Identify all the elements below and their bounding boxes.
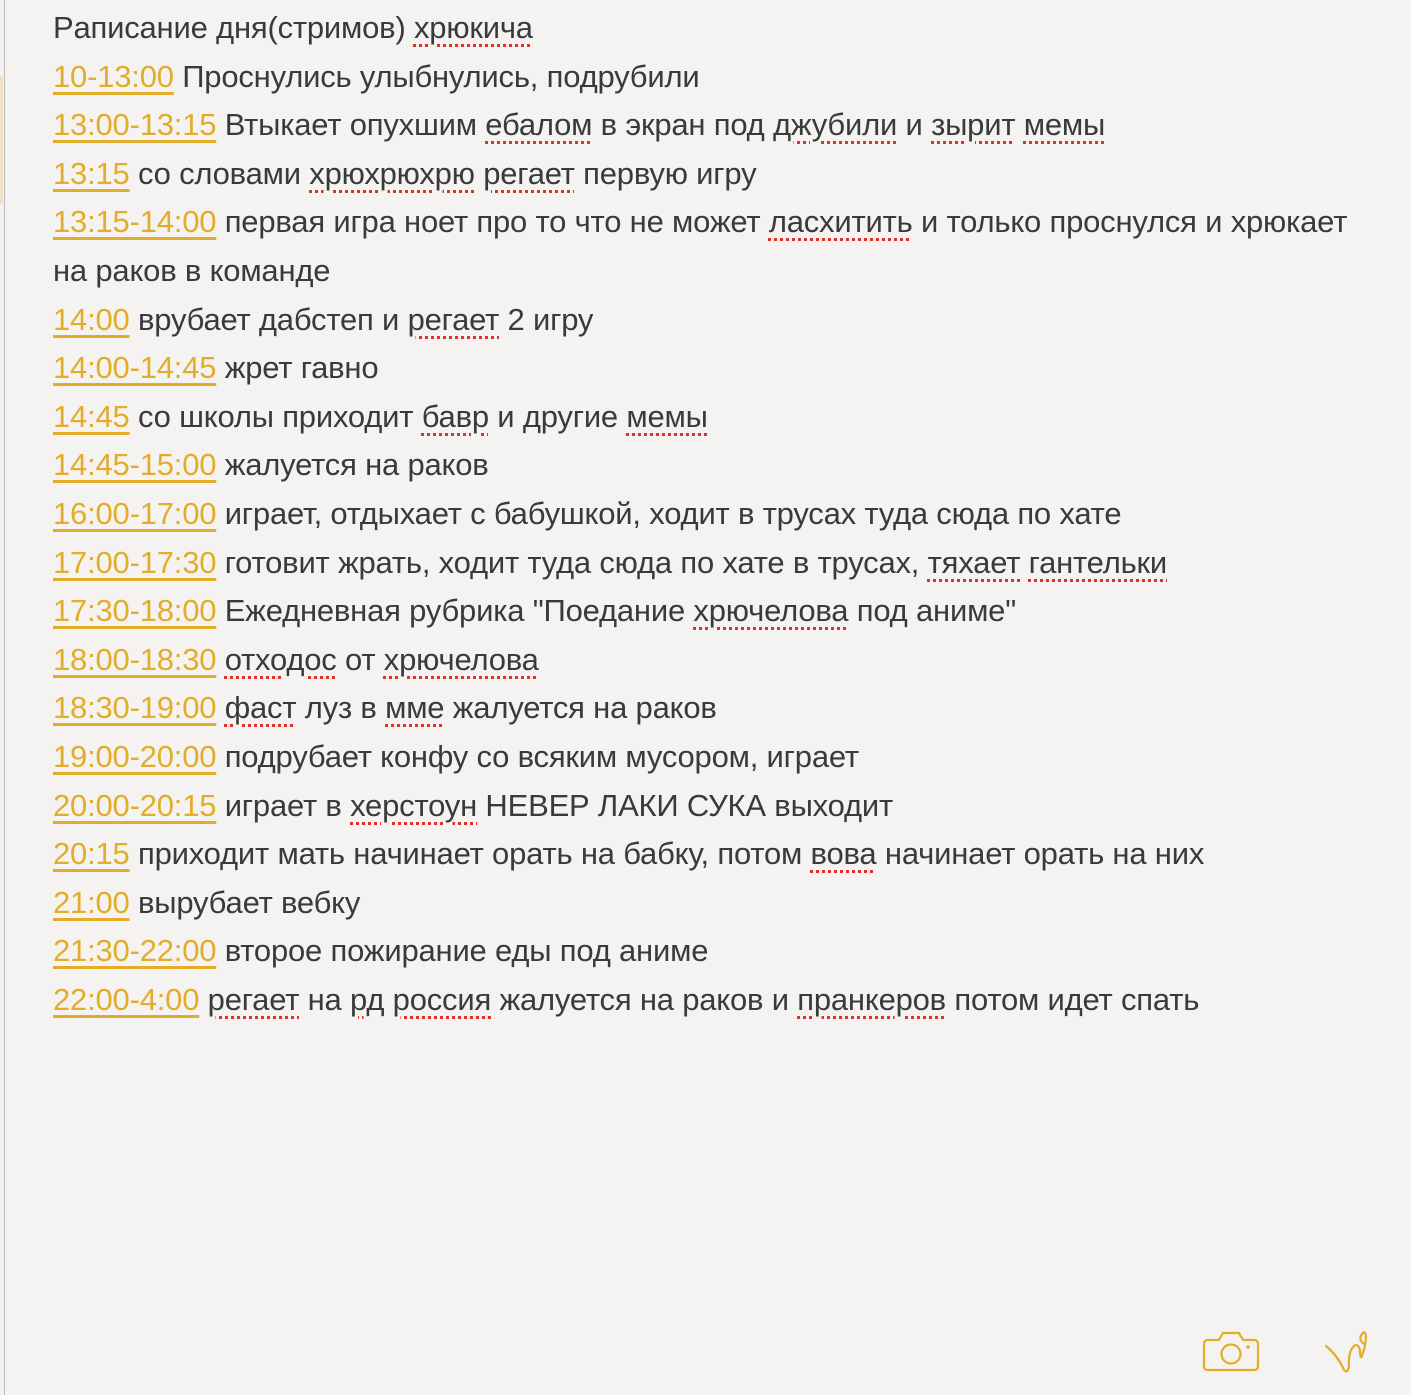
entry-text: начинает орать на них: [876, 836, 1205, 872]
time-link[interactable]: 18:00-18:30: [53, 641, 217, 677]
schedule-entries: [53, 53, 1361, 1025]
schedule-entry: [53, 393, 1361, 442]
misspelled-word[interactable]: регает: [483, 155, 575, 191]
note-body[interactable]: [53, 4, 1361, 1024]
entry-text: Рaписание дня(стримов): [53, 10, 414, 45]
time-link[interactable]: 14:00-14:45: [53, 350, 217, 386]
misspelled-word[interactable]: регает: [207, 981, 300, 1017]
schedule-entry: [53, 927, 1361, 976]
misspelled-word[interactable]: регает: [407, 301, 500, 337]
misspelled-word[interactable]: хрючелова: [383, 641, 539, 677]
misspelled-word[interactable]: бавр: [421, 398, 489, 434]
schedule-entry: [53, 976, 1361, 1025]
schedule-entry: [53, 441, 1361, 490]
misspelled-word[interactable]: джубили: [773, 107, 898, 143]
entry-text: в экран под: [592, 107, 773, 143]
entry-text: со школы приходит: [129, 398, 422, 434]
schedule-entry: [53, 53, 1361, 102]
entry-text: первая игра ноет про то что не может: [216, 204, 769, 240]
time-link[interactable]: 16:00-17:00: [53, 495, 217, 531]
misspelled-word[interactable]: мме: [385, 690, 445, 726]
misspelled-word[interactable]: хрюкича: [413, 10, 533, 45]
time-link[interactable]: 20:00-20:15: [53, 787, 217, 823]
schedule-entry: [53, 636, 1361, 685]
misspelled-word[interactable]: хрюхрюхрю: [309, 155, 475, 191]
entry-text: жалуется на раков и: [491, 981, 798, 1017]
entry-text: [199, 982, 207, 1017]
entry-text: и: [897, 107, 932, 143]
schedule-entry: [53, 296, 1361, 345]
misspelled-word[interactable]: пранкеров: [797, 981, 946, 1017]
entry-text: играет в: [216, 787, 351, 823]
time-link[interactable]: 19:00-20:00: [53, 738, 217, 774]
misspelled-word[interactable]: херстоун: [350, 787, 478, 823]
misspelled-word[interactable]: рд: [350, 981, 385, 1017]
schedule-entry: [53, 782, 1361, 831]
entry-text: жрет гавно: [216, 350, 379, 386]
schedule-entry: [53, 539, 1361, 588]
entry-text: [216, 690, 224, 725]
time-link[interactable]: 14:00: [53, 301, 130, 337]
left-accent-strip: [0, 76, 3, 204]
time-link[interactable]: 20:15: [53, 836, 130, 872]
entry-text: потом идет спать: [945, 981, 1200, 1017]
left-window-edge: [0, 0, 5, 1395]
entry-text: вырубает вебку: [129, 884, 361, 920]
entry-text: [384, 982, 392, 1017]
entry-text: жалуется на раков: [216, 447, 489, 483]
entry-text: на: [299, 981, 351, 1017]
entry-text: жалуется на раков: [444, 690, 717, 726]
entry-text: и другие: [488, 398, 627, 434]
time-link[interactable]: 17:00-17:30: [53, 544, 217, 580]
entry-text: от: [336, 641, 384, 677]
camera-button[interactable]: [1199, 1322, 1263, 1378]
misspelled-word[interactable]: вова: [810, 836, 877, 872]
schedule-entry: [53, 733, 1361, 782]
entry-text: второе пожирание еды под аниме: [216, 933, 709, 969]
misspelled-word[interactable]: ласхитить: [768, 204, 913, 240]
time-link[interactable]: 14:45: [53, 398, 130, 434]
entry-text: и только проснулся и хрюкает на раков в команде: [53, 204, 1348, 288]
entry-text: играет, отдыхает с бабушкой, ходит в трусах туда сюда по хате: [216, 495, 1122, 531]
time-link[interactable]: 17:30-18:00: [53, 593, 217, 629]
misspelled-word[interactable]: тяхает: [927, 544, 1021, 580]
note-title: [53, 4, 1361, 53]
entry-text: первую игру: [574, 155, 757, 191]
schedule-entry: [53, 490, 1361, 539]
schedule-entry: [53, 344, 1361, 393]
entry-text: готовит жрать, ходит туда сюда по хате в трусах,: [216, 544, 928, 580]
schedule-entry: [53, 587, 1361, 636]
schedule-entry: [53, 879, 1361, 928]
time-link[interactable]: 13:15: [53, 155, 130, 191]
entry-text: под аниме": [848, 593, 1017, 629]
schedule-entry: [53, 150, 1361, 199]
misspelled-word[interactable]: гантельки: [1028, 544, 1168, 580]
misspelled-word[interactable]: фаст: [224, 690, 297, 726]
time-link[interactable]: 21:00: [53, 884, 130, 920]
schedule-entry: [53, 198, 1361, 295]
time-link[interactable]: 21:30-22:00: [53, 933, 217, 969]
entry-text: Втыкает опухшим: [216, 107, 486, 143]
camera-icon: [1202, 1328, 1260, 1372]
time-link[interactable]: 14:45-15:00: [53, 447, 217, 483]
misspelled-word[interactable]: хрючелова: [693, 593, 849, 629]
entry-text: [1020, 545, 1028, 580]
entry-text: НЕВЕР ЛАКИ СУКА выходит: [477, 787, 893, 823]
misspelled-word[interactable]: мемы: [1023, 107, 1106, 143]
entry-text: со словами: [129, 155, 310, 191]
entry-text: Ежедневная рубрика "Поедание: [216, 593, 694, 629]
misspelled-word[interactable]: зырит: [931, 107, 1016, 143]
misspelled-word[interactable]: отходос: [224, 641, 337, 677]
sketch-button[interactable]: [1315, 1322, 1379, 1378]
time-link[interactable]: 22:00-4:00: [53, 981, 200, 1017]
entry-text: [1015, 107, 1023, 142]
time-link[interactable]: 13:15-14:00: [53, 204, 217, 240]
entry-text: Проснулись улыбнулись, подрубили: [173, 58, 700, 94]
schedule-entry: [53, 830, 1361, 879]
misspelled-word[interactable]: ебалом: [485, 107, 593, 143]
schedule-entry: [53, 101, 1361, 150]
time-link[interactable]: 18:30-19:00: [53, 690, 217, 726]
misspelled-word[interactable]: мемы: [626, 398, 708, 434]
time-link[interactable]: 13:00-13:15: [53, 107, 217, 143]
entry-text: 2 игру: [499, 301, 594, 337]
entry-text: приходит мать начинает орать на бабку, потом: [129, 836, 811, 872]
entry-text: [216, 642, 224, 677]
entry-text: врубает дабстеп и: [129, 301, 408, 337]
entry-text: подрубает конфу со всяким мусором, играет: [216, 738, 859, 774]
entry-text: [475, 156, 483, 191]
entry-text: луз в: [296, 690, 386, 726]
misspelled-word[interactable]: россия: [392, 981, 492, 1017]
sketch-icon: [1322, 1326, 1372, 1374]
schedule-entry: [53, 684, 1361, 733]
time-link[interactable]: 10-13:00: [53, 58, 174, 94]
